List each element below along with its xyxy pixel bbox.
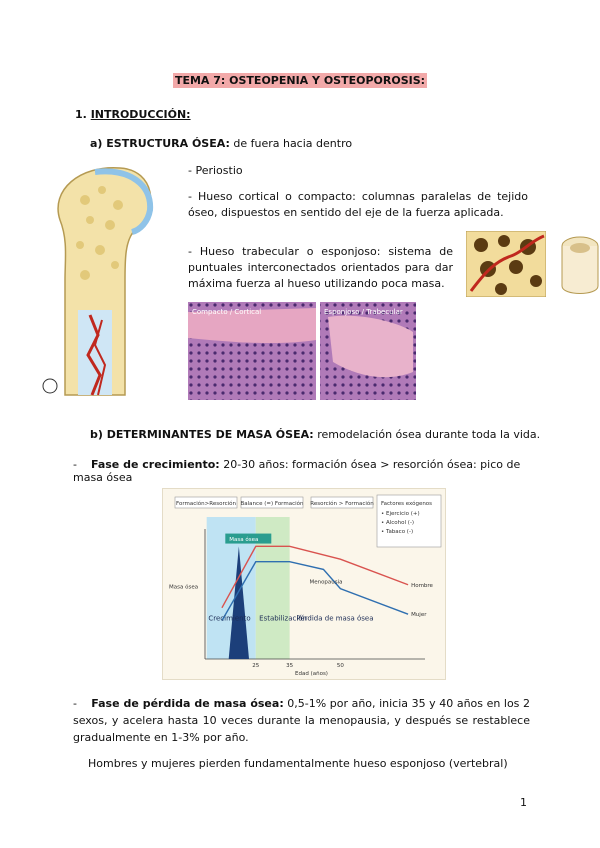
peak-label: Masa ósea	[229, 537, 259, 544]
layer-cortical: - Hueso cortical o compacto: columnas paralelas de tejido óseo, dispuestos en sentido del eje de la fuerza aplicada.	[188, 190, 528, 219]
histology-label-right: Esponjoso / Trabecular	[324, 308, 403, 316]
legend-item: • Ejercicio (+)	[381, 511, 420, 517]
phase-box-label: Balance (=) Formación	[240, 501, 304, 507]
x-tick-label: 35	[286, 663, 294, 669]
x-axis-label: Edad (años)	[295, 671, 328, 677]
marrow-cavity	[78, 310, 112, 395]
series-label: Mujer	[411, 612, 427, 619]
subsection-b: b) DETERMINANTES DE MASA ÓSEA: remodelación ósea durante toda la vida.	[90, 428, 541, 441]
vertebra-section	[560, 234, 600, 300]
section-heading: 1. INTRODUCCIÓN:	[75, 108, 191, 121]
menopause-annotation: Menopausia	[309, 579, 343, 586]
layer-periostio: - Periostio	[188, 164, 243, 177]
page-number: 1	[520, 796, 527, 809]
page-title: TEMA 7: OSTEOPENIA Y OSTEOPOROSIS:	[174, 74, 426, 87]
series-label: Hombre	[411, 582, 433, 589]
y-axis-label: Masa ósea	[169, 584, 199, 591]
loss-phase: - Fase de pérdida de masa ósea: 0,5-1% por año, inicia 35 y 40 años en los 2 sexos, y acelera hasta 10 veces durante la menopausia, y después se restablece gradualmente en 1-3% por año.	[73, 697, 530, 744]
layer-trabecular: - Hueso trabecular o esponjoso: sistema de puntuales interconectados orientados para dar máxima fuerza al hueso utilizando poca masa.	[188, 245, 453, 290]
x-tick-label: 50	[336, 663, 344, 669]
growth-phase: - Fase de crecimiento: 20-30 años: formación ósea > resorción ósea: pico de masa ósea	[73, 458, 521, 484]
phase-box-label: Formación>Resorción	[176, 501, 236, 507]
logo-mark	[43, 379, 57, 393]
legend-item: • Alcohol (-)	[381, 520, 415, 526]
phase-label: Estabilización	[259, 614, 308, 623]
femur-illustration	[40, 160, 165, 400]
bone-mass-chart	[162, 488, 446, 680]
phase-box-label: Resorción > Formación	[310, 501, 374, 507]
x-tick-label: 25	[252, 663, 260, 669]
phase-label: Pérdida de masa ósea	[296, 614, 374, 623]
chart-svg	[163, 489, 445, 679]
legend-item: • Tabaco (-)	[381, 529, 414, 535]
trabecular-closeup	[466, 231, 546, 297]
histology-images	[188, 302, 416, 402]
histology-label-left: Compacto / Cortical	[192, 308, 262, 316]
subsection-a: a) ESTRUCTURA ÓSEA: de fuera hacia dentro	[90, 137, 353, 150]
legend-title: Factores exógenos	[381, 501, 433, 507]
phase-label: Crecimiento	[208, 614, 251, 623]
note-text: Hombres y mujeres pierden fundamentalmente hueso esponjoso (vertebral)	[88, 757, 508, 770]
